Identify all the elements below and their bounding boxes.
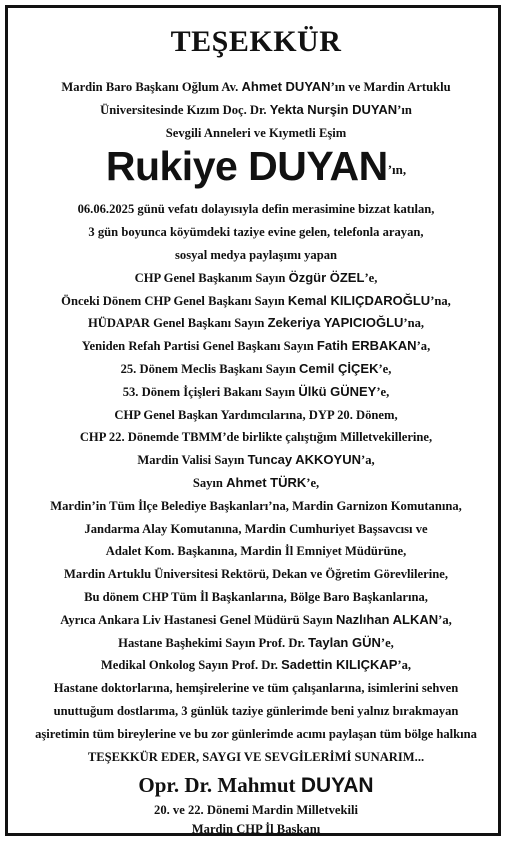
body-text: HÜDAPAR Genel Başkanı Sayın [87, 316, 265, 331]
intro-name: Ahmet DUYAN [241, 79, 331, 94]
body-text: Mardin Valisi Sayın [137, 453, 245, 468]
signer-line-1: 20. ve 22. Dönemi Mardin Milletvekili [154, 803, 358, 818]
body-line: CHP 22. Dönemde TBMM’de birlikte çalıştığım Milletvekillerine, [79, 430, 433, 445]
body-line: sosyal medya paylaşımı yapan [175, 247, 337, 262]
body-line [10, 335, 502, 358]
body-name: Ahmet TÜRK [226, 474, 307, 490]
body-line [10, 381, 502, 404]
signer-surname: DUYAN [300, 774, 374, 798]
body-name: Sadettin KILIÇKAP [281, 657, 398, 673]
deceased-name-line [10, 144, 502, 198]
body-line: Mardin Artuklu Üniversitesi Rektörü, Dekan ve Öğretim Görevlilerine, [64, 567, 448, 582]
body-text: Hastane Başhekimi Sayın Prof. Dr. [118, 635, 305, 650]
intro-line-1 [10, 76, 502, 99]
intro-text: Üniversitesinde Kızım Doç. Dr. [100, 102, 267, 117]
body-text: 53. Dönem İçişleri Bakanı Sayın [122, 384, 296, 399]
signer-line-2: Mardin CHP İl Başkanı [191, 822, 321, 837]
signer-title: Opr. Dr. Mahmut [138, 773, 296, 798]
body-line [10, 609, 502, 632]
body-text: Sayın [192, 475, 223, 490]
body-line: aşiretimin tüm bireylerine ve bu zor günlerimde acımı paylaşan tüm bölge halkına [35, 726, 477, 741]
body-text: Ayrıca Ankara Liv Hastanesi Genel Müdürü Sayın [60, 612, 333, 627]
body-text: Önceki Dönem CHP Genel Başkanı Sayın [61, 293, 285, 308]
body-line: unuttuğum dostlarıma, 3 günlük taziye günlerimde beni yalnız bırakmayan [53, 703, 459, 718]
body-text: Yeniden Refah Partisi Genel Başkanı Sayın [81, 339, 314, 354]
body-text: ’a, [361, 453, 375, 468]
intro-text: ’ın [397, 102, 412, 117]
intro-text: ’ın ve Mardin Artuklu [330, 80, 451, 94]
body-line: Bu dönem CHP Tüm İl Başkanlarına, Bölge Baro Başkanlarına, [84, 589, 428, 604]
body-text: Medikal Onkolog Sayın Prof. Dr. [100, 658, 278, 673]
deceased-name: Rukiye DUYAN [105, 143, 388, 190]
page-title: TEŞEKKÜR [170, 25, 342, 58]
body-name: Kemal KILIÇDAROĞLU [287, 292, 431, 308]
body-line: Adalet Kom. Başkanına, Mardin İl Emniyet Müdürüne, [105, 544, 407, 559]
body-name: Ülkü GÜNEY [298, 383, 377, 399]
body-line: Jandarma Alay Komutanına, Mardin Cumhuriyet Başsavcısı ve [84, 521, 428, 536]
intro-line-3: Sevgili Anneleri ve Kıymetli Eşim [165, 125, 347, 140]
body-line [10, 312, 502, 335]
body-line: Mardin’in Tüm İlçe Belediye Başkanları’na, Mardin Garnizon Komutanına, [50, 498, 462, 513]
intro-name: Yekta Nurşin DUYAN [269, 101, 398, 117]
body-line: 3 gün boyunca köyümdeki taziye evine gelen, telefonla arayan, [88, 225, 424, 240]
announcement [10, 20, 502, 839]
body-line [10, 632, 502, 655]
body-line [10, 267, 502, 290]
body-text: ’na, [403, 316, 425, 331]
body-line [10, 654, 502, 677]
body-name: Fatih ERBAKAN [316, 338, 417, 354]
deceased-suffix: ’ın, [387, 162, 407, 178]
signer-name [10, 770, 502, 801]
body-name: Tuncay AKKOYUN [247, 452, 361, 468]
body-text: ’e, [364, 270, 378, 285]
body-line [10, 290, 502, 313]
body-text: ’e, [378, 361, 392, 376]
body-line: TEŞEKKÜR EDER, SAYGI VE SEVGİLERİMİ SUNARIM... [87, 749, 425, 764]
body-text: ’e, [380, 635, 394, 650]
body-line: CHP Genel Başkan Yardımcılarına, DYP 20. Dönem, [114, 407, 398, 422]
body-line [10, 358, 502, 381]
intro-line-2 [10, 99, 502, 122]
body-text: ’a, [416, 339, 431, 354]
body-text: ’a, [397, 658, 412, 673]
body-name: Cemil ÇİÇEK [299, 360, 379, 376]
body-text: ’na, [430, 293, 451, 308]
body-name: Özgür ÖZEL [288, 269, 365, 285]
body-name: Zekeriya YAPICIOĞLU [267, 315, 404, 331]
body-text: ’e, [376, 384, 390, 399]
intro-text: Mardin Baro Başkanı Oğlum Av. [61, 80, 239, 94]
body-line: Hastane doktorlarına, hemşirelerine ve tüm çalışanlarına, isimlerini sehven [53, 681, 459, 696]
body-name: Taylan GÜN [308, 634, 381, 650]
body-line: 06.06.2025 günü vefatı dolayısıyla defin merasimine bizzat katılan, [77, 202, 435, 217]
body-line [10, 449, 502, 472]
body-line [10, 472, 502, 495]
body-text: ’a, [438, 612, 452, 627]
body-name: Nazlıhan ALKAN [336, 611, 439, 627]
body-text: ’e, [306, 475, 320, 490]
body-text: CHP Genel Başkanım Sayın [134, 270, 286, 285]
body-text: 25. Dönem Meclis Başkanı Sayın [120, 361, 296, 376]
